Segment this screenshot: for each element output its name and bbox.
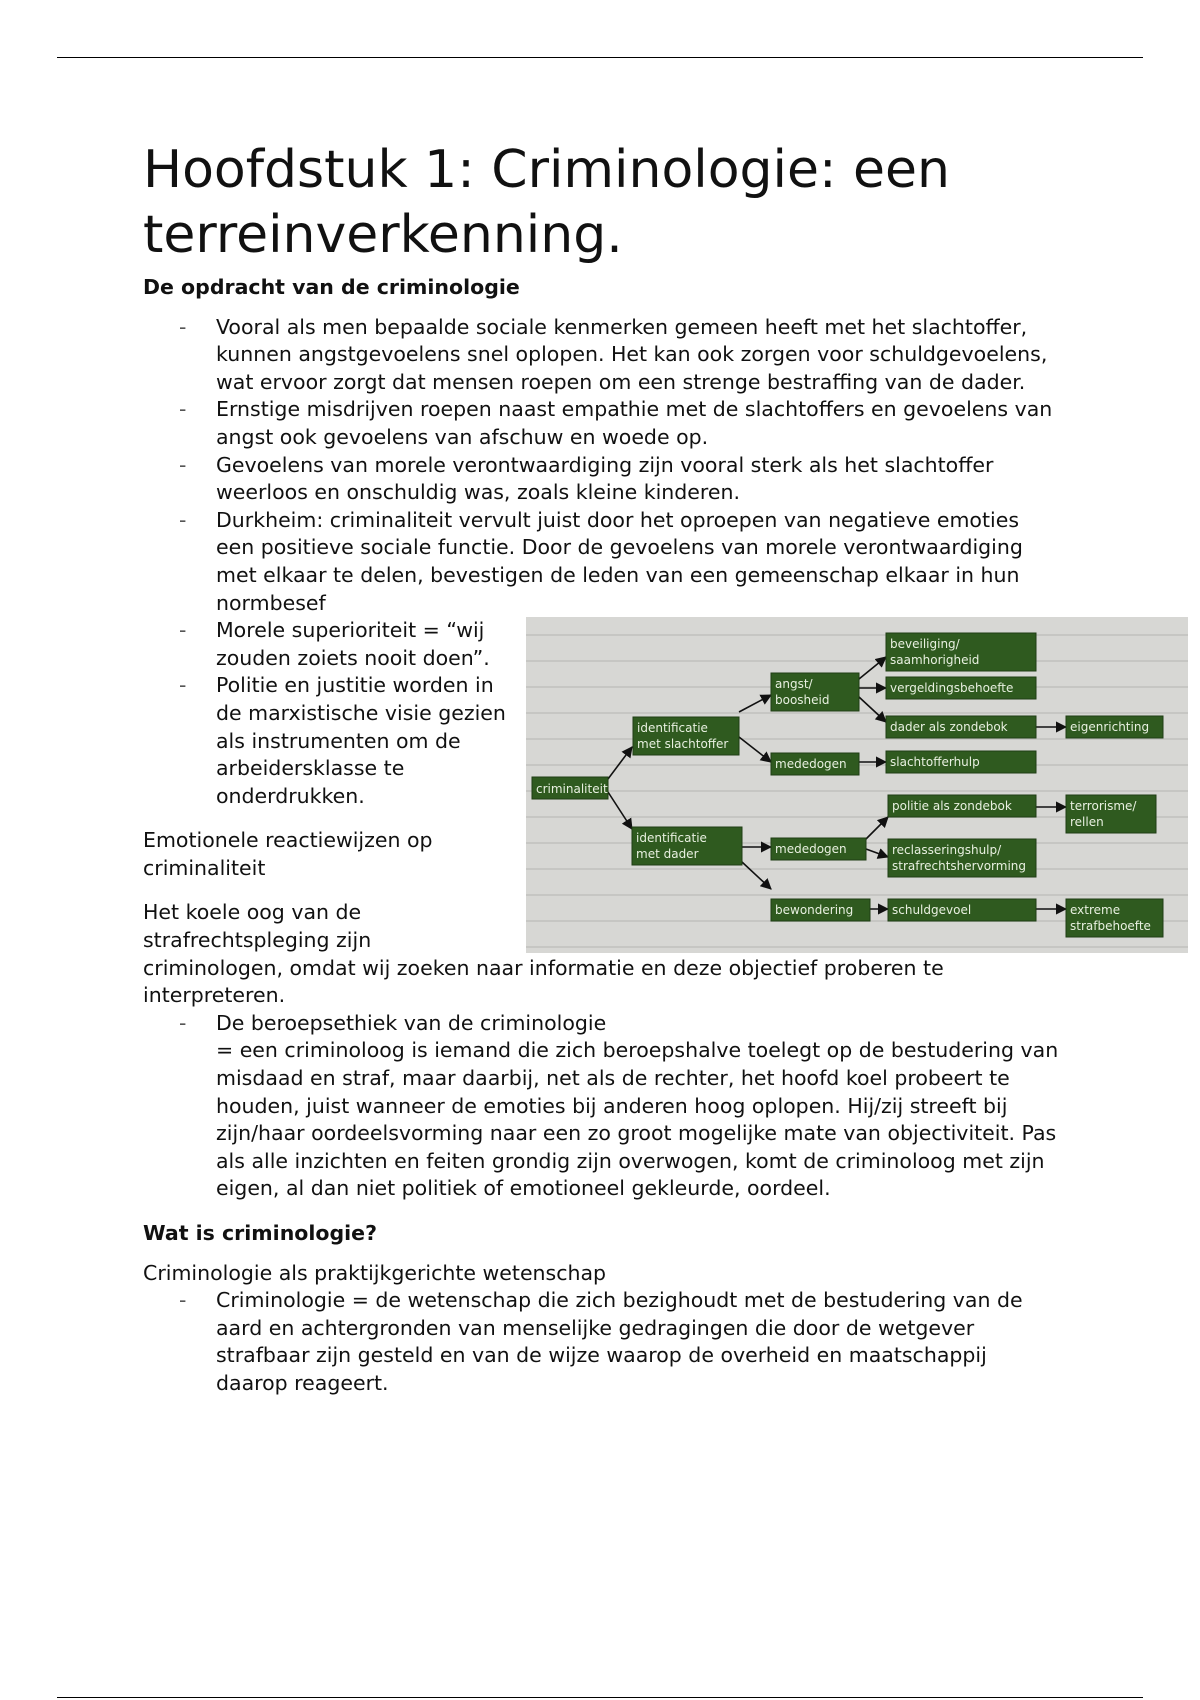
list-item: - Criminologie = de wetenschap die zich bezighoudt met de bestudering van de aard en achtergronden van menselijke gedragingen die door de wetgever strafbaar zijn gesteld en van de wijze waarop de overheid en maatschappij daarop reageert. <box>179 1288 1023 1395</box>
list-item-text: Gevoelens van morele verontwaardiging zijn vooral sterk als het slachtoffer weerloos en onschuldig was, zoals kleine kinderen. <box>216 452 994 505</box>
node-terrorisme-line2: rellen <box>1070 815 1104 830</box>
node-vergeldingsbehoefte: vergeldingsbehoefte <box>890 681 1014 696</box>
list-item: - Durkheim: criminaliteit vervult juist door het oproepen van negatieve emoties een positieve sociale functie. Door de gevoelens van morele verontwaardiging met elkaar te delen, bevestigen de leden van een gemeenschap elkaar in hun normbesef <box>179 507 1023 615</box>
ethics-title: De beroepsethiek van de criminologie <box>216 1010 607 1035</box>
list-item: - Vooral als men bepaalde sociale kenmerken gemeen heeft met het slachtoffer, kunnen angstgevoelens snel oplopen. Het kan ook zorgen voor schuldgevoelens, wat ervoor zorgt dat mensen roepen om een strenge bestraffing van de dader. <box>179 314 1048 394</box>
emotional-reactions-heading: Emotionele reactiewijzen op criminaliteit <box>143 828 433 880</box>
node-schuldgevoel: schuldgevoel <box>892 903 972 918</box>
list-item-text: Politie en justitie worden in de marxistische visie gezien als instrumenten om de arbeidersklasse te onderdrukken. <box>216 673 506 808</box>
bullet-list-ethics <box>143 1010 1063 1203</box>
node-dader-als-zondebok: dader als zondebok <box>890 720 1008 735</box>
bullet-list-definition <box>143 1287 1063 1397</box>
list-item: - Ernstige misdrijven roepen naast empathie met de slachtoffers en gevoelens van angst ook gevoelens van afschuw en woede op. <box>179 397 1053 449</box>
list-item-text: Ernstige misdrijven roepen naast empathie met de slachtoffers en gevoelens van angst ook gevoelens van afschuw en woede op. <box>216 397 1053 449</box>
bullet-list-opdracht <box>143 314 1063 618</box>
node-extreme-line2: strafbehoefte <box>1070 919 1151 934</box>
list-item: - Gevoelens van morele verontwaardiging zijn vooral sterk als het slachtoffer weerloos en onschuldig was, zoals kleine kinderen. <box>179 452 994 505</box>
node-slachtofferhulp: slachtofferhulp <box>890 755 980 770</box>
list-item-text: Criminologie = de wetenschap die zich bezighoudt met de bestudering van de aard en achtergronden van menselijke gedragingen die door de wetgever strafbaar zijn gesteld en van de wijze waarop de overheid en maatschappij daarop reageert. <box>216 1288 1023 1395</box>
node-mededogen-top: mededogen <box>775 757 847 772</box>
ethics-body: = een criminoloog is iemand die zich beroepshalve toelegt op de bestudering van misdaad en straf, maar daarbij, net als de rechter, het hoofd koel probeert te houden, juist wanneer de emoties bij anderen hoog oplopen. Hij/zij streeft bij zijn/haar oordeelsvorming naar een zo groot mogelijke mate van objectiviteit. Pas als alle inzichten en feiten grondig zijn overwogen, komt de criminoloog met zijn eigen, al dan niet politiek of emotioneel gekleurde, oordeel. <box>216 1038 1059 1201</box>
bullet-list-opdracht-continued <box>143 617 1063 810</box>
top-rule <box>57 57 1143 58</box>
list-item: - Morele superioriteit = “wij zouden zoiets nooit doen”. <box>179 618 490 670</box>
node-mededogen-bottom: mededogen <box>775 842 847 857</box>
section-heading-wat-is: Wat is criminologie? <box>143 1221 377 1245</box>
list-item-text: Vooral als men bepaalde sociale kenmerken gemeen heeft met het slachtoffer, kunnen angstgevoelens snel oplopen. Het kan ook zorgen voor schuldgevoelens, wat ervoor zorgt dat mensen roepen om een strenge bestraffing van de dader. <box>216 314 1048 394</box>
node-eigenrichting: eigenrichting <box>1070 720 1150 735</box>
node-reclassering-line1: reclasseringshulp/ <box>892 843 1002 858</box>
node-terrorisme-line1: terrorisme/ <box>1070 799 1137 814</box>
node-identificatie-dader-line2: met dader <box>636 847 699 862</box>
page-title: Hoofdstuk 1: Criminologie: een terreinverkenning. <box>143 140 950 265</box>
cool-eye-paragraph: Het koele oog van de strafrechtspleging zijn criminologen, omdat wij zoeken naar informatie en deze objectief proberen te interpreteren. <box>143 900 944 1008</box>
list-item: - De beroepsethiek van de criminologie = een criminoloog is iemand die zich beroepshalve toelegt op de bestudering van misdaad en straf, maar daarbij, net als de rechter, het hoofd koel probeert te houden, juist wanneer de emoties bij anderen hoog oplopen. Hij/zij streeft bij zijn/haar oordeelsvorming naar een zo groot mogelijke mate van objectiviteit. Pas als alle inzichten en feiten grondig zijn overwogen, komt de criminoloog met zijn eigen, al dan niet politiek of emotioneel gekleurde, oordeel. <box>179 1010 1059 1201</box>
node-reclassering-line2: strafrechtshervorming <box>892 859 1027 874</box>
section-subheading: Criminologie als praktijkgerichte wetenschap <box>143 1260 607 1285</box>
document-page <box>143 138 1151 1398</box>
node-identificatie-slachtoffer-line2: met slachtoffer <box>637 737 729 752</box>
node-extreme-line1: extreme <box>1070 903 1121 918</box>
node-identificatie-dader-line1: identificatie <box>636 831 707 846</box>
node-angst-line1: angst/ <box>775 677 813 692</box>
node-angst-line2: boosheid <box>775 693 830 708</box>
node-politie-als-zondebok: politie als zondebok <box>892 799 1012 814</box>
node-beveiliging-line1: beveiliging/ <box>890 637 960 652</box>
bottom-rule <box>57 1697 1143 1698</box>
node-criminaliteit: criminaliteit <box>536 782 608 797</box>
list-item-text: Morele superioriteit = “wij zouden zoiets nooit doen”. <box>216 618 490 670</box>
list-item: - Politie en justitie worden in de marxistische visie gezien als instrumenten om de arbeidersklasse te onderdrukken. <box>179 673 506 808</box>
node-bewondering: bewondering <box>775 903 854 918</box>
node-beveiliging-line2: saamhorigheid <box>890 653 980 668</box>
node-identificatie-slachtoffer-line1: identificatie <box>637 721 708 736</box>
list-item-text: Durkheim: criminaliteit vervult juist door het oproepen van negatieve emoties een positieve sociale functie. Door de gevoelens van morele verontwaardiging met elkaar te delen, bevestigen de leden van een gemeenschap elkaar in hun normbesef <box>216 507 1023 615</box>
section-heading-opdracht: De opdracht van de criminologie <box>143 275 520 299</box>
